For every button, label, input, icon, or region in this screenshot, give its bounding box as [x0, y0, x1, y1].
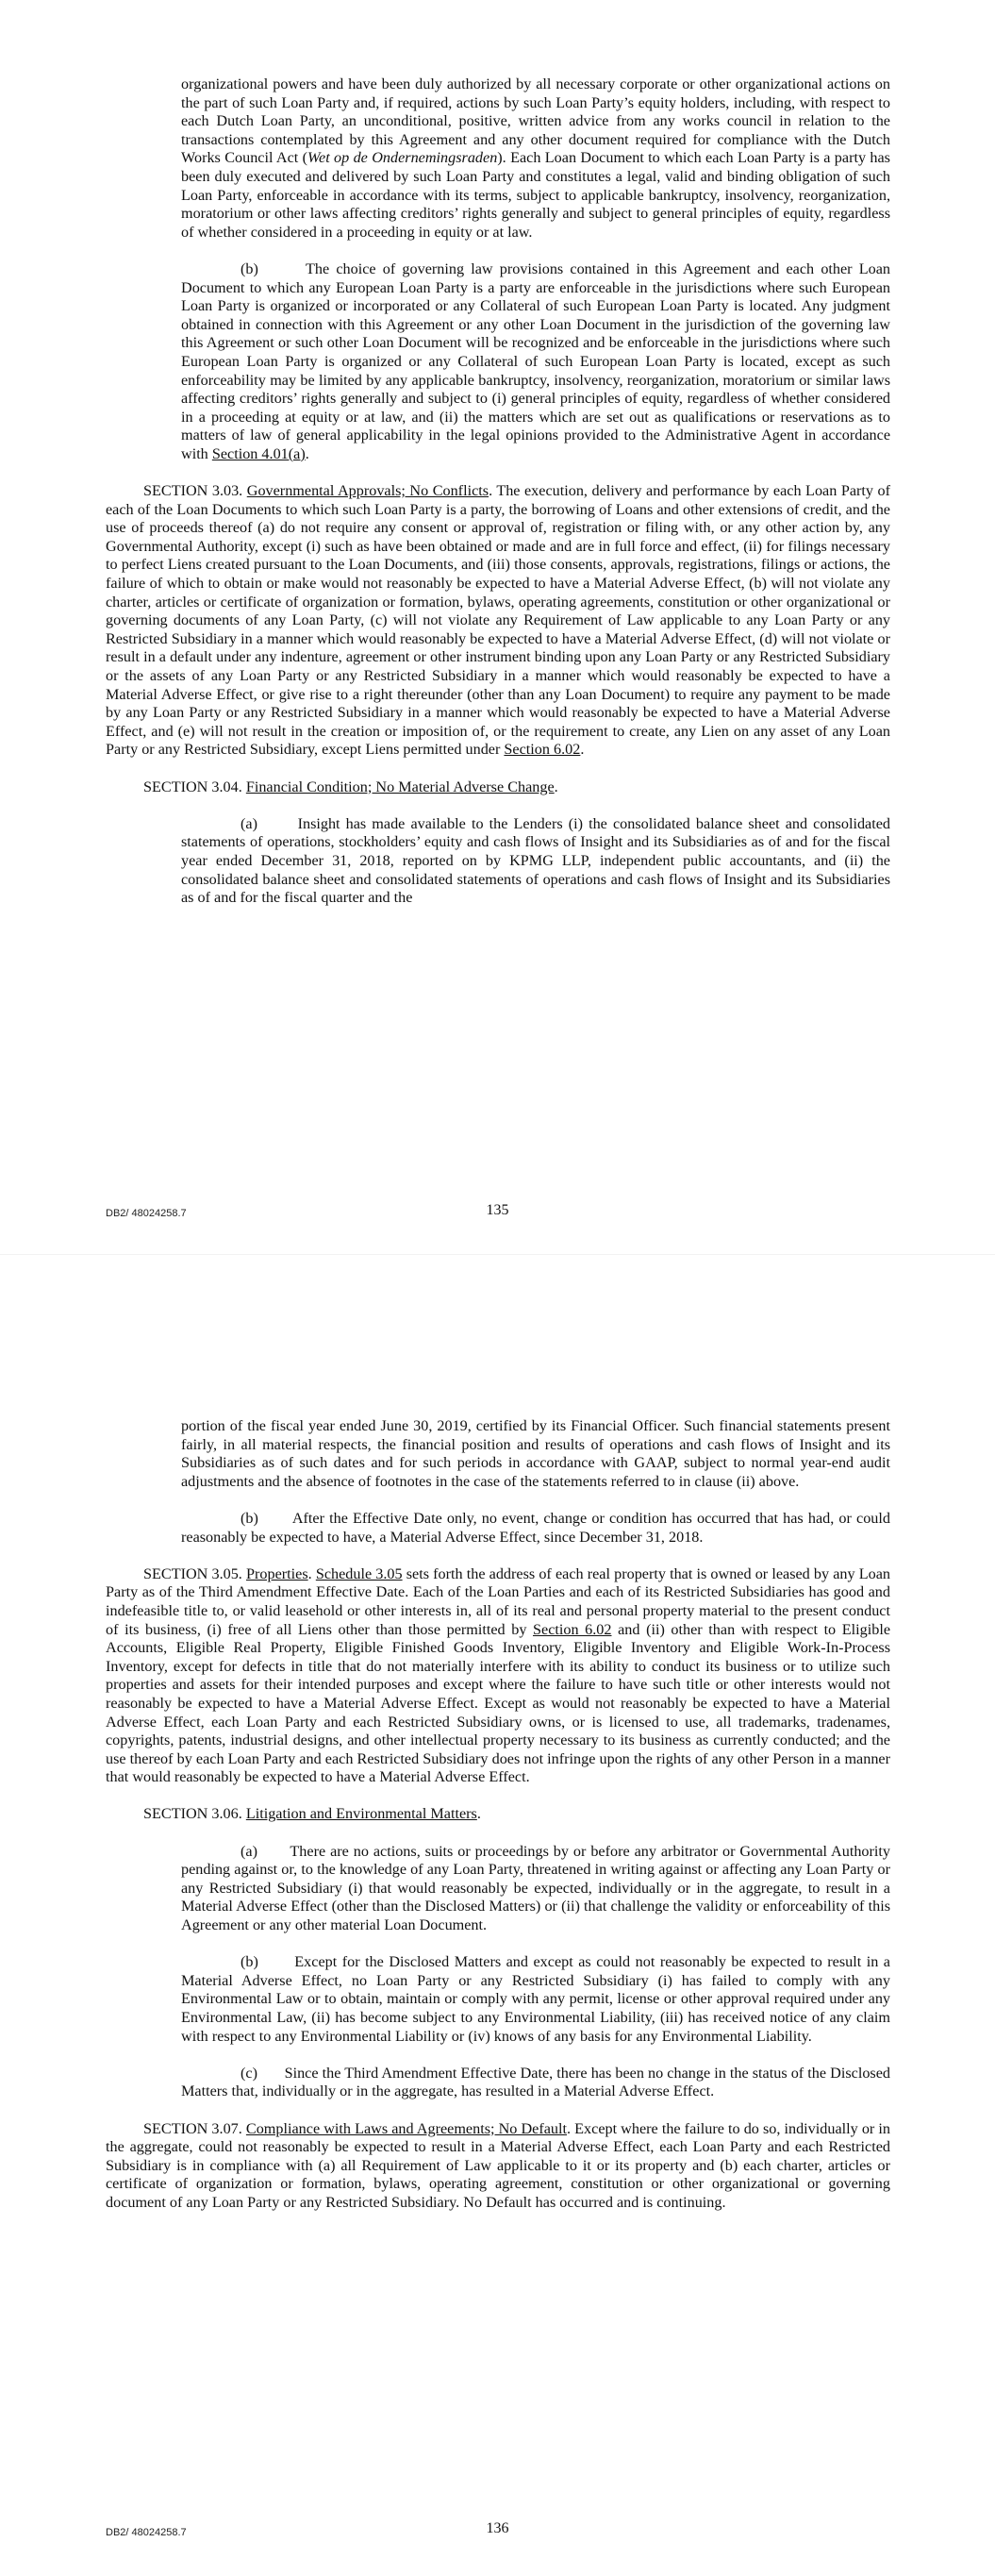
page-135 [0, 0, 995, 1255]
page-number: 135 [486, 1202, 509, 1218]
section-heading: Litigation and Environmental Matters [245, 1805, 477, 1823]
document-id: DB2/ 48024258.7 [106, 1208, 187, 1219]
section-3-04: SECTION 3.04. Financial Condition; No Material Adverse Change. [143, 778, 558, 795]
section-reference-link: Section 6.02 [533, 1620, 612, 1638]
page-136 [0, 1255, 995, 2576]
document-id: DB2/ 48024258.7 [106, 2527, 187, 2538]
section-3-03: SECTION 3.03. Governmental Approvals; No Conflicts. The execution, delivery and performance by each Loan Party of each of the Loan Documents to which such Loan Party is a party, the borrowing of Loans and other extensions of credit, and the use of proceeds thereof (a) do not require any consent or approval of, registration or filing with, or any other action by, any Governmental Authority, except (i) such as have been obtained or made and are in full force and effect, (ii) for filings necessary to perfect Liens created pursuant to the Loan Documents, and (iii) those consents, approvals, registrations, filings or actions, the failure of which to obtain or make would not reasonably be expected to have a Material Adverse Effect, (b) will not violate any charter, articles or certificate of organization or formation, bylaws, operating agreements, constitution or other organizational or governing documents of any Loan Party, (c) will not violate any Requirement of Law applicable to any Loan Party or any Restricted Subsidiary in a manner which would reasonably be expected to have a Material Adverse Effect, (d) will not violate or result in a default under any indenture, agreement or other instrument binding upon any Loan Party or any Restricted Subsidiary or the assets of any Loan Party or any Restricted Subsidiary in a manner which would reasonably be expected to have a Material Adverse Effect, or give rise to a right thereunder (other than any Loan Document) to require any payment to be made by any Loan Party or any Restricted Subsidiary in a manner which would reasonably be expected to have a Material Adverse Effect, and (e) will not result in the creation or imposition of, or the requirement to create, any Lien on any asset of any Loan Party or any Restricted Subsidiary, except Liens permitted under Section 6.02. [106, 482, 890, 759]
section-reference-link: Section 4.01(a) [211, 444, 306, 462]
page-body [106, 1417, 890, 2231]
paragraph-no-mae: (b) After the Effective Date only, no event, change or condition has occurred that has had, or could reasonably be expected to have, a Material Adverse Effect, since December 31, 2018. [181, 1509, 890, 1546]
paragraph-financial-continuation: portion of the fiscal year ended June 30, 2019, certified by its Financial Officer. Such financial statements present fairly, in all material respects, the financial position and results of operations and cash flows of Insight and its Subsidiaries as of such dates and for such periods in accordance with GAAP, subject to normal year-end audit adjustments and the absence of footnotes in the case of the statements referred to in clause (ii) above. [181, 1417, 890, 1490]
paragraph-authorization: organizational powers and have been duly authorized by all necessary corporate or other organizational actions on the part of such Loan Party and, if required, actions by such Loan Party’s equity holders, including, with respect to each Dutch Loan Party, an unconditional, positive, written advice from any works council in relation to the transactions contemplated by this Agreement and any other document required for compliance with the Dutch Works Council Act (Wet op de Ondernemingsraden). Each Loan Document to which each Loan Party is a party has been duly executed and delivered by such Loan Party and constitutes a legal, valid and binding obligation of such Loan Party, enforceable in accordance with its terms, subject to applicable bankruptcy, insolvency, reorganization, moratorium or other laws affecting creditors’ rights generally and subject to general principles of equity, regardless of whether considered in a proceeding in equity or at law. [181, 75, 890, 241]
page-number: 136 [486, 2520, 509, 2536]
paragraph-financial-statements: (a) Insight has made available to the Lenders (i) the consolidated balance sheet and consolidated statements of operations, stockholders’ equity and cash flows of Insight and its Subsidiaries as of and for the fiscal year ended December 31, 2018, reported on by KPMG LLP, independent public accountants, and (ii) the consolidated balance sheet and consolidated statements of operations and cash flows of Insight and its Subsidiaries as of and for the fiscal quarter and the [181, 814, 890, 907]
paragraph-environmental-b: (b) Except for the Disclosed Matters and except as could not reasonably be expected to result in a Material Adverse Effect, no Loan Party or any Restricted Subsidiary (i) has failed to comply with any Environmental Law or to obtain, maintain or comply with any permit, license or other approval required under any Environmental Law, (ii) has become subject to any Environmental Liability, (iii) has received notice of any claim with respect to any Environmental Liability or (iv) knows of any basis for any Environmental Liability. [181, 1953, 890, 2045]
page-body [106, 75, 890, 926]
paragraph-litigation-a: (a) There are no actions, suits or proceedings by or before any arbitrator or Governmental Authority pending against or, to the knowledge of any Loan Party, threatened in writing against or affecting any Loan Party or any Restricted Subsidiary (i) that would reasonably be expected, individually or in the aggregate, to result in a Material Adverse Effect (other than the Disclosed Matters) or (ii) that challenge the validity or enforceability of this Agreement or any other material Loan Document. [181, 1842, 890, 1934]
paragraph-governing-law: (b) The choice of governing law provisions contained in this Agreement and each other Loan Document to which any European Loan Party is a party are enforceable in the jurisdictions where such European Loan Party is organized or incorporated or any Collateral of such European Loan Party is located. Any judgment obtained in connection with this Agreement or any other Loan Document in the jurisdiction of the governing law this Agreement or such other Loan Document will be recognized and be enforceable in the jurisdictions where such European Loan Party is organized or any Collateral of such European Loan Party is located, except as such enforceability may be limited by any applicable bankruptcy, insolvency, reorganization, moratorium or similar laws affecting creditors’ rights generally and subject to (i) general principles of equity, regardless of whether considered in a proceeding at equity or at law, and (ii) the matters which are set out as qualifications or reservations as to matters of law of general applicability in the legal opinions provided to the Administrative Agent in accordance with Section 4.01(a). [181, 259, 890, 462]
section-heading: Governmental Approvals; No Conflicts [246, 482, 489, 500]
section-3-05: SECTION 3.05. Properties. Schedule 3.05 sets forth the address of each real property that is owned or leased by any Loan Party as of the Third Amendment Effective Date. Each of the Loan Parties and each of its Restricted Subsidiaries has good and indefeasible title to, or valid leasehold or other interests in, all of its real and personal property material to the present conduct of its business, (i) free of all Liens other than those permitted by Section 6.02 and (ii) other than with respect to Eligible Accounts, Eligible Real Property, Eligible Finished Goods Inventory, Eligible Inventory and Eligible Work-In-Process Inventory, except for defects in title that do not materially interfere with its ability to conduct its business or to utilize such properties and assets for their intended purposes and except where the failure to have such title or other interests would not reasonably be expected to have a Material Adverse Effect. Except as would not reasonably be expected to have a Material Adverse Effect, each Loan Party and each Restricted Subsidiary owns, or is licensed to use, all trademarks, tradenames, copyrights, patents, industrial designs, and other intellectual property necessary to its business as currently conducted; and the use thereof by each Loan Party and each Restricted Subsidiary does not infringe upon the rights of any other Person in a manner that would reasonably be expected to have a Material Adverse Effect. [106, 1564, 891, 1786]
paragraph-disclosed-matters-c: (c) Since the Third Amendment Effective Date, there has been no change in the status of the Disclosed Matters that, individually or in the aggregate, has resulted in a Material Adverse Effect. [181, 2064, 890, 2100]
section-heading: Financial Condition; No Material Adverse Change [245, 778, 555, 795]
section-heading: Compliance with Laws and Agreements; No Default [245, 2119, 568, 2137]
section-heading: Properties [245, 1564, 308, 1582]
schedule-reference-link: Schedule 3.05 [315, 1564, 403, 1582]
section-3-06: SECTION 3.06. Litigation and Environmental Matters. [143, 1805, 481, 1823]
section-reference-link: Section 6.02 [504, 741, 581, 759]
section-3-07: SECTION 3.07. Compliance with Laws and Agreements; No Default. Except where the failure to do so, individually or in the aggregate, could not reasonably be expected to result in a Material Adverse Effect, each Loan Party and each Restricted Subsidiary is in compliance with (a) all Requirement of Law applicable to it or its property and (b) each charter, articles or certificate of organization or formation, bylaws, operating agreement, constitution or other organizational or governing document of any Loan Party or any Restricted Subsidiary. No Default has occurred and is continuing. [106, 2119, 890, 2211]
